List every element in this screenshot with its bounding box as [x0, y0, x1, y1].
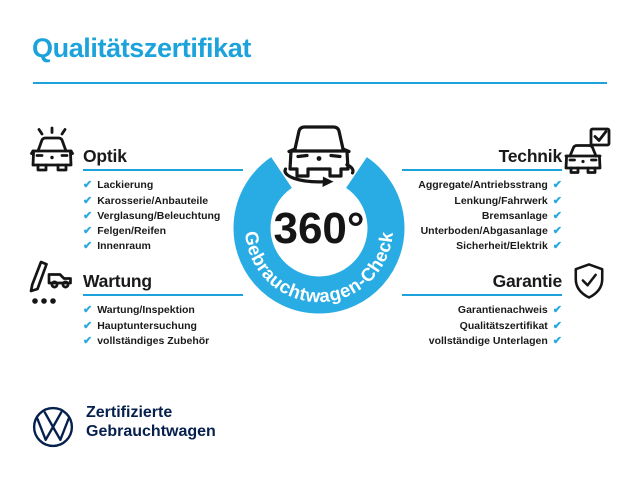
footer-claim-line2: Gebrauchtwagen: [86, 422, 216, 440]
section-title-optik: Optik: [83, 146, 127, 166]
section-title-technik: Technik: [498, 146, 562, 166]
checklist-item-label: Wartung/Inspektion: [97, 304, 195, 317]
check-icon: ✔: [552, 225, 562, 238]
check-icon: ✔: [83, 179, 93, 192]
check-icon: ✔: [83, 319, 93, 332]
checklist-item-label: vollständige Unterlagen: [428, 334, 548, 347]
checklist-item-label: Bremsanlage: [481, 209, 548, 222]
car-shine-icon: [26, 126, 78, 180]
car-checkbox-icon: [562, 126, 614, 178]
checklist-item-label: Lenkung/Fahrwerk: [454, 194, 548, 207]
footer-claim: [86, 404, 216, 441]
check-icon: ✔: [83, 194, 93, 207]
checklist-item-label: Karosserie/Anbauteile: [97, 194, 209, 207]
service-checklist-icon: [26, 258, 78, 308]
section-title-wartung: Wartung: [83, 271, 152, 291]
center-360-badge: [209, 111, 429, 341]
checklist-item-label: Verglasung/Beleuchtung: [97, 209, 221, 222]
check-icon: ✔: [83, 209, 93, 222]
checklist-item-label: Lackierung: [97, 179, 154, 192]
checklist-item-label: Aggregate/Antriebsstrang: [418, 179, 548, 192]
section-title-garantie: Garantie: [492, 271, 562, 291]
footer-claim-line1: Zertifizierte: [86, 404, 173, 421]
page-title: Qualitätszertifikat: [32, 33, 251, 63]
checklist-item-label: Sicherheit/Elektrik: [456, 240, 548, 253]
checklist-item-label: Unterboden/Abgasanlage: [420, 225, 548, 238]
checklist-item-label: Innenraum: [97, 240, 151, 253]
check-icon: ✔: [83, 240, 93, 253]
check-icon: ✔: [83, 334, 93, 347]
check-icon: ✔: [552, 304, 562, 317]
title-divider: [33, 82, 607, 84]
check-icon: ✔: [552, 179, 562, 192]
check-icon: ✔: [552, 319, 562, 332]
checklist-item-label: Hauptuntersuchung: [97, 319, 197, 332]
check-icon: ✔: [83, 225, 93, 238]
shield-check-icon: [572, 261, 606, 301]
checklist-item-label: Felgen/Reifen: [97, 225, 167, 238]
check-icon: ✔: [552, 240, 562, 253]
checklist-item-label: Garantienachweis: [457, 304, 548, 317]
vw-logo: [31, 405, 75, 449]
badge-value: 360°: [273, 204, 365, 253]
check-icon: ✔: [552, 194, 562, 207]
check-icon: ✔: [552, 334, 562, 347]
checklist-item-label: vollständiges Zubehör: [97, 334, 210, 347]
check-icon: ✔: [552, 209, 562, 222]
check-icon: ✔: [83, 304, 93, 317]
ring-label: Gebrauchtwagen-Check: [240, 229, 398, 307]
checklist-item-label: Qualitätszertifikat: [459, 319, 548, 332]
car-360-rotation-icon: [285, 127, 353, 187]
